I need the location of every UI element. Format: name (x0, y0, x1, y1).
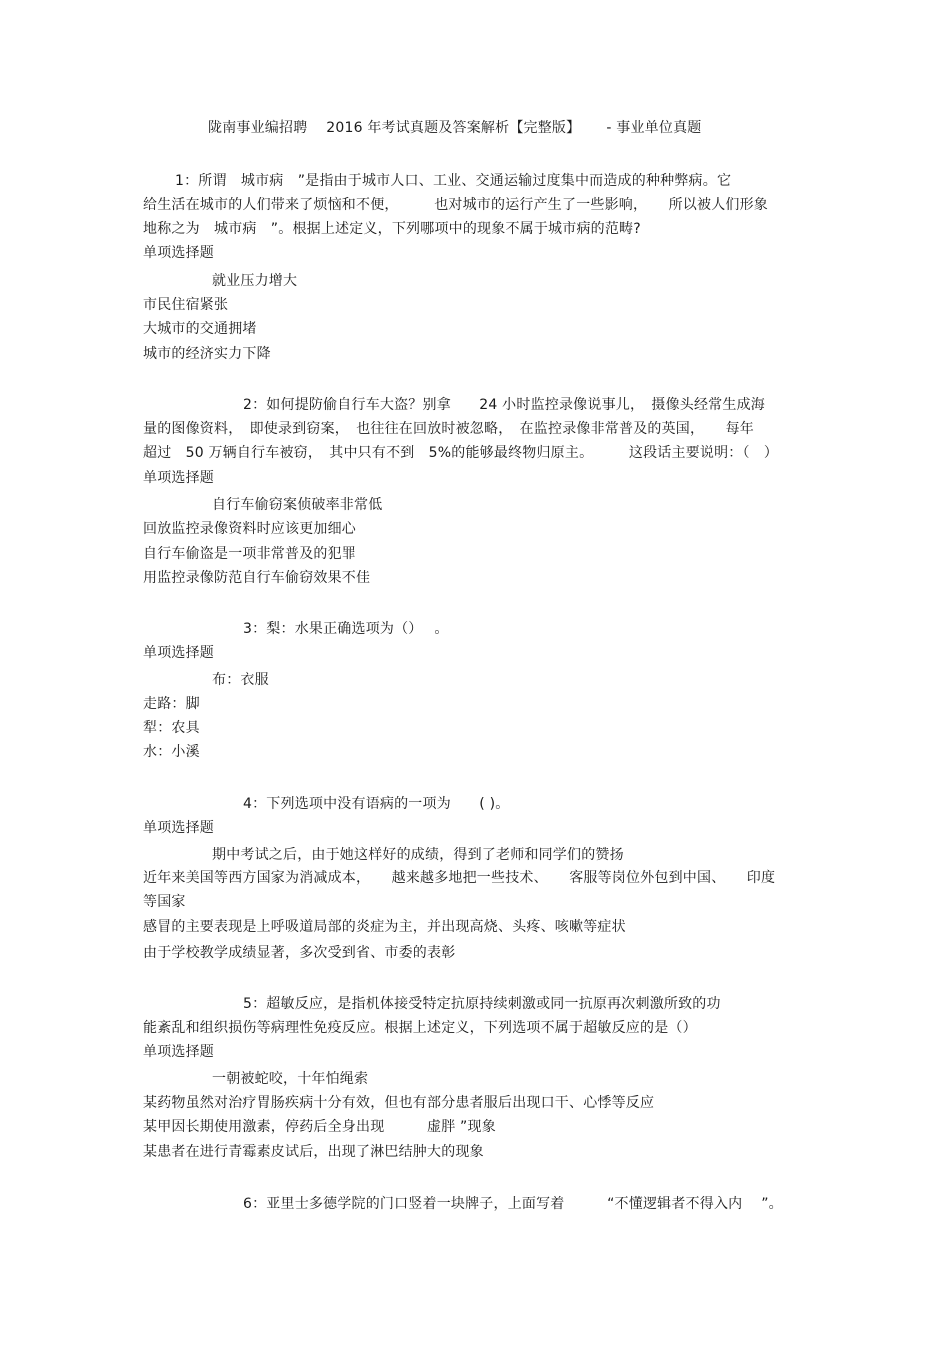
question-5-type: 单项选择题 (143, 1044, 214, 1060)
question-4-option-c: 感冒的主要表现是上呼吸道局部的炎症为主，并出现高烧、头疼、咳嗽等症状 (143, 919, 626, 935)
question-1-option-c: 大城市的交通拥堵 (143, 321, 257, 337)
question-2-stem-line-2: 量的图像资料， 即使录到窃案， 也往往在回放时被忽略， 在监控录像非常普及的英国， 每年 (143, 421, 754, 437)
question-1-option-b: 市民住宿紧张 (143, 297, 229, 313)
question-1-stem-line-2: 给生活在城市的人们带来了烦恼和不便， 也对城市的运行产生了一些影响， 所以被人们形象 (143, 197, 768, 213)
question-5-option-b: 某药物虽然对治疗胃肠疾病十分有效，但也有部分患者服后出现口干、心悸等反应 (143, 1095, 655, 1111)
question-2-type: 单项选择题 (143, 470, 214, 486)
question-3-option-b: 走路：脚 (143, 696, 200, 712)
question-4-option-d: 由于学校教学成绩显著，多次受到省、市委的表彰 (143, 945, 456, 961)
question-4-option-a: 期中考试之后，由于她这样好的成绩，得到了老师和同学们的赞扬 (212, 847, 624, 863)
question-4-stem-line-1: 4：下列选项中没有语病的一项为 ( )。 (243, 796, 510, 812)
question-2-option-d: 用监控录像防范自行车偷窃效果不佳 (143, 570, 371, 586)
question-2-stem-line-3: 超过 50 万辆自行车被窃， 其中只有不到 5%的能够最终物归原主。 这段话主要说明：（ ） (143, 445, 779, 461)
question-6-stem-line-1: 6：亚里士多德学院的门口竖着一块牌子，上面写着 “不懂逻辑者不得入内 ”。 (243, 1196, 783, 1212)
question-4-option-b-line-1: 近年来美国等西方国家为消减成本， 越来越多地把一些技术、 客服等岗位外包到中国、 印度 (143, 870, 776, 886)
question-3-option-c: 犁：农具 (143, 720, 200, 736)
question-5-stem-line-2: 能紊乱和组织损伤等病理性免疫反应。根据上述定义，下列选项不属于超敏反应的是（） (143, 1020, 697, 1036)
question-3-option-a: 布：衣服 (212, 672, 269, 688)
question-3-stem-line-1: 3：梨：水果正确选项为（） 。 (243, 621, 449, 637)
question-1-type: 单项选择题 (143, 245, 214, 261)
document-title: 陇南事业编招聘 2016 年考试真题及答案解析【完整版】 - 事业单位真题 (208, 120, 702, 136)
question-5-stem-line-1: 5：超敏反应，是指机体接受特定抗原持续刺激或同一抗原再次刺激所致的功 (243, 996, 721, 1012)
question-5-option-d: 某患者在进行青霉素皮试后，出现了淋巴结肿大的现象 (143, 1144, 484, 1160)
question-4-option-b-line-2: 等国家 (143, 894, 186, 910)
question-2-option-a: 自行车偷窃案侦破率非常低 (212, 497, 383, 513)
question-3-option-d: 水：小溪 (143, 744, 200, 760)
question-5-option-c: 某甲因长期使用激素，停药后全身出现 虚胖 ”现象 (143, 1119, 496, 1135)
question-1-stem-line-1: 1：所谓 城市病 ”是指由于城市人口、工业、交通运输过度集中而造成的种种弊病。它 (175, 173, 732, 189)
question-2-option-b: 回放监控录像资料时应该更加细心 (143, 521, 356, 537)
question-2-option-c: 自行车偷盗是一项非常普及的犯罪 (143, 546, 356, 562)
question-2-stem-line-1: 2：如何提防偷自行车大盗？别拿 24 小时监控录像说事儿， 摄像头经常生成海 (243, 397, 765, 413)
question-3-type: 单项选择题 (143, 645, 214, 661)
question-1-stem-line-3: 地称之为 城市病 ”。根据上述定义，下列哪项中的现象不属于城市病的范畴? (143, 221, 641, 237)
question-5-option-a: 一朝被蛇咬，十年怕绳索 (212, 1071, 369, 1087)
question-4-type: 单项选择题 (143, 820, 214, 836)
question-1-option-a: 就业压力增大 (212, 273, 298, 289)
question-1-option-d: 城市的经济实力下降 (143, 346, 271, 362)
